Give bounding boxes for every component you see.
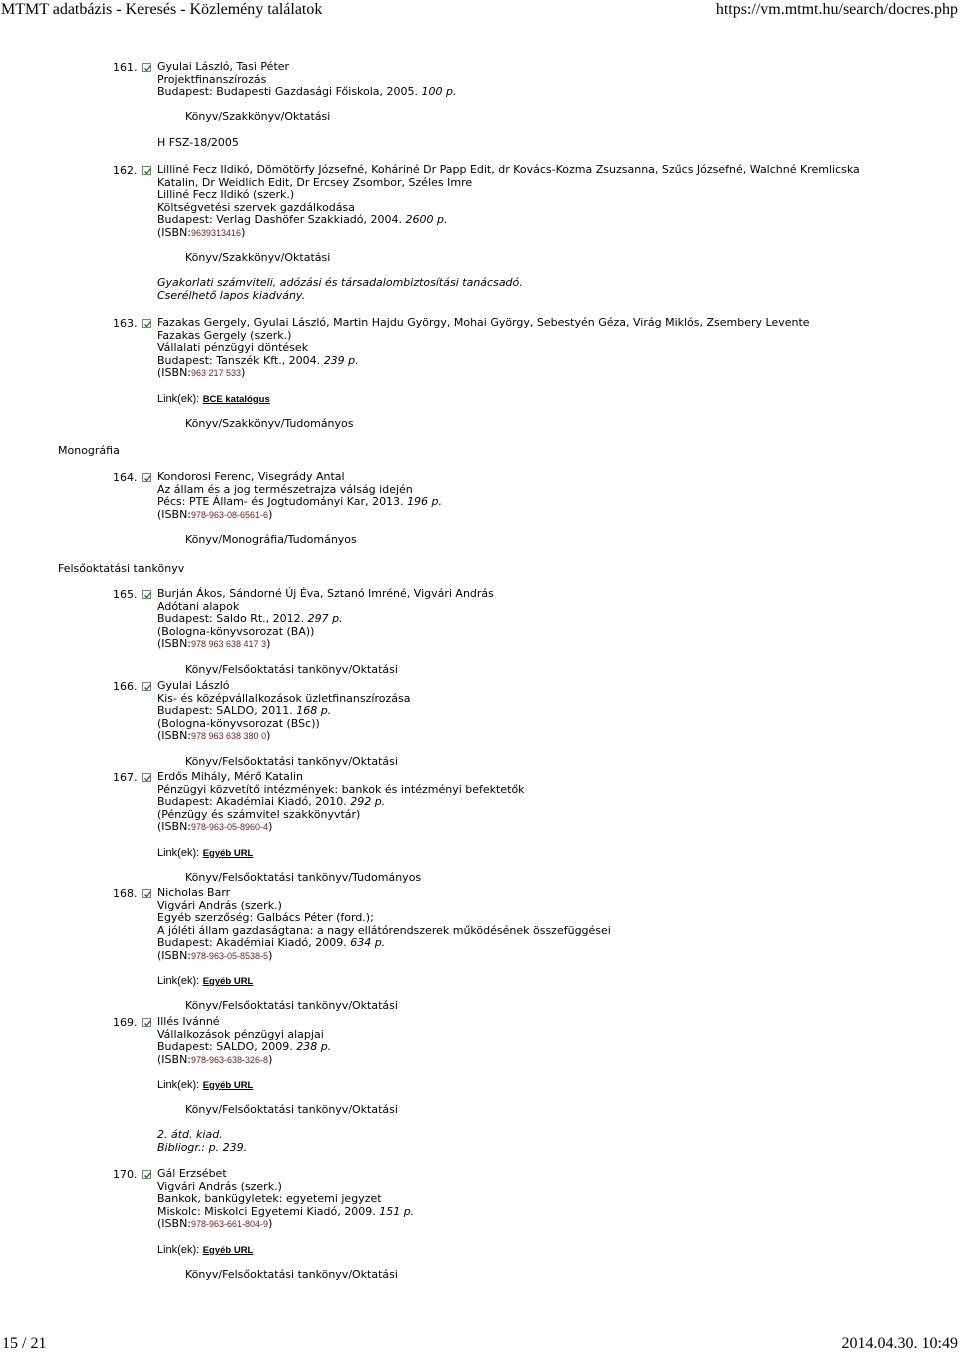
entry-series: (Pénzügy és számvitel szakkönyvtár): [157, 807, 361, 821]
select-checkbox[interactable]: [142, 319, 151, 328]
entry-title: A jóléti állam gazdaságtana: a nagy ellátórendszerek működésének összefüggései: [157, 923, 611, 937]
entry-note: 2. átd. kiad.: [157, 1128, 223, 1142]
entry-series: (Bologna-könyvsorozat (BSc)): [157, 716, 320, 730]
entry-publisher: Budapest: Budapesti Gazdasági Főiskola, 2005. 100 p.: [157, 85, 457, 99]
entry-category: Könyv/Felsőoktatási tankönyv/Oktatási: [185, 1103, 398, 1117]
entry-isbn: (ISBN:978-963-05-8960-4): [157, 820, 273, 834]
entry-number: 167.: [113, 771, 138, 784]
checkmark-icon: [143, 474, 152, 483]
entry-authors: Kondorosi Ferenc, Visegrády Antal: [157, 470, 345, 483]
section-heading-monografia: Monográfia: [58, 444, 120, 457]
entry-isbn: (ISBN:978-963-661-804-9): [157, 1217, 273, 1231]
checkmark-icon: [143, 683, 152, 692]
entry-category: Könyv/Felsőoktatási tankönyv/Oktatási: [185, 999, 398, 1013]
entry-authors: Lilliné Fecz Ildikó, Dömötörfy Józsefné, Koháriné Dr Papp Edit, dr Kovács-Kozma Zsuzsanna, Szűcs Józsefné, Walchné Kremlicska: [157, 163, 860, 176]
entry-isbn: (ISBN:978 963 638 417 3): [157, 637, 271, 651]
entry-number: 168.: [113, 887, 138, 900]
entry-category: Könyv/Szakkönyv/Oktatási: [185, 110, 331, 124]
entry-links: Link(ek): Egyéb URL: [157, 975, 254, 988]
entry-note: H FSZ-18/2005: [157, 135, 239, 149]
entry-note: Cserélhető lapos kiadvány.: [157, 288, 306, 302]
entry-title: Az állam és a jog természetrajza válság idején: [157, 482, 413, 496]
entry-authors: Gyulai László: [157, 679, 230, 692]
entry-number: 164.: [113, 471, 138, 484]
entry-authors: Illés Ivánné: [157, 1015, 220, 1028]
entry-authors: Fazakas Gergely, Gyulai László, Martin Hajdu György, Mohai György, Sebestyén Géza, Virág Miklós, Zsembery Levente: [157, 316, 810, 329]
entry-category: Könyv/Szakkönyv/Tudományos: [185, 416, 354, 430]
entry-editor: Vigvári András (szerk.): [157, 1179, 282, 1193]
other-url-link[interactable]: Egyéb URL: [202, 1244, 254, 1256]
page-counter: 15 / 21: [2, 1335, 47, 1352]
entry-isbn: (ISBN:963 217 533): [157, 366, 246, 380]
entry-category: Könyv/Szakkönyv/Oktatási: [185, 251, 331, 265]
entry-category: Könyv/Felsőoktatási tankönyv/Oktatási: [185, 1267, 398, 1281]
entry-publisher: Miskolc: Miskolci Egyetemi Kiadó, 2009. 151 p.: [157, 1204, 415, 1218]
entry-isbn: (ISBN:978-963-08-6561-6): [157, 507, 273, 521]
entry-publisher: Budapest: Verlag Dashöfer Szakkiadó, 2004. 2600 p.: [157, 213, 448, 227]
entry-publisher: Budapest: Akadémiai Kiadó, 2009. 634 p.: [157, 936, 386, 950]
checkmark-icon: [143, 591, 152, 600]
entry-note: Gyakorlati számviteli, adózási és társadalombiztosítási tanácsadó.: [157, 276, 523, 290]
select-checkbox[interactable]: [142, 1170, 151, 1179]
other-url-link[interactable]: Egyéb URL: [202, 976, 254, 988]
select-checkbox[interactable]: [142, 1018, 151, 1027]
entry-category: Könyv/Monográfia/Tudományos: [185, 532, 357, 546]
entry-links: Link(ek): Egyéb URL: [157, 846, 254, 859]
select-checkbox[interactable]: [142, 63, 151, 72]
entry-title: Bankok, bankügyletek: egyetemi jegyzet: [157, 1192, 382, 1206]
bce-catalog-link[interactable]: BCE katalógus: [202, 393, 270, 405]
entry-authors: Gál Erzsébet: [157, 1167, 227, 1180]
entry-title: Kis- és középvállalkozások üzletfinanszírozása: [157, 691, 411, 705]
entry-number: 162.: [113, 164, 138, 177]
entry-editor: Lilliné Fecz Ildikó (szerk.): [157, 188, 295, 202]
entry-series: (Bologna-könyvsorozat (BA)): [157, 624, 315, 638]
entry-publisher: Pécs: PTE Állam- és Jogtudományi Kar, 2013. 196 p.: [157, 495, 443, 509]
other-url-link[interactable]: Egyéb URL: [202, 1079, 254, 1091]
entry-authors: Nicholas Barr: [157, 886, 231, 899]
other-url-link[interactable]: Egyéb URL: [202, 847, 254, 859]
entry-number: 165.: [113, 588, 138, 601]
entry-note: Bibliogr.: p. 239.: [157, 1140, 248, 1154]
select-checkbox[interactable]: [142, 590, 151, 599]
entry-title: Projektfinanszírozás: [157, 72, 267, 86]
checkmark-icon: [143, 1171, 152, 1180]
entry-publisher: Budapest: SALDO, 2009. 238 p.: [157, 1040, 332, 1054]
entry-authors: Gyulai László, Tasi Péter: [157, 60, 290, 73]
select-checkbox[interactable]: [142, 166, 151, 175]
select-checkbox[interactable]: [142, 473, 151, 482]
entry-title: Adótani alapok: [157, 599, 240, 613]
entry-authors: Erdős Mihály, Mérő Katalin: [157, 770, 303, 783]
page-header: [0, 0, 960, 22]
checkmark-icon: [143, 320, 152, 329]
entry-other-authorship: Egyéb szerzőség: Galbács Péter (ford.);: [157, 911, 374, 925]
entry-isbn: (ISBN:9639313416): [157, 225, 246, 239]
checkmark-icon: [143, 774, 152, 783]
entry-publisher: Budapest: Tanszék Kft., 2004. 239 p.: [157, 353, 359, 367]
entry-number: 170.: [113, 1168, 138, 1181]
entry-links: Link(ek): Egyéb URL: [157, 1243, 254, 1256]
entry-isbn: (ISBN:978 963 638 380 0): [157, 729, 271, 743]
entry-publisher: Budapest: Saldo Rt., 2012. 297 p.: [157, 612, 343, 626]
entry-number: 166.: [113, 680, 138, 693]
entry-number: 169.: [113, 1016, 138, 1029]
entry-editor: Vigvári András (szerk.): [157, 898, 282, 912]
entry-authors-cont: Katalin, Dr Weidlich Edit, Dr Ercsey Zsombor, Széles Imre: [157, 175, 473, 189]
select-checkbox[interactable]: [142, 682, 151, 691]
entry-publisher: Budapest: Akadémiai Kiadó, 2010. 292 p.: [157, 795, 386, 809]
entry-title: Pénzügyi közvetítő intézmények: bankok és intézményi befektetők: [157, 782, 525, 796]
entry-isbn: (ISBN:978-963-05-8538-5): [157, 948, 273, 962]
checkmark-icon: [143, 890, 152, 899]
entry-title: Vállalati pénzügyi döntések: [157, 341, 309, 355]
entry-number: 161.: [113, 61, 138, 74]
entry-title: Költségvetési szervek gazdálkodása: [157, 200, 356, 214]
page-footer: [0, 1335, 960, 1357]
select-checkbox[interactable]: [142, 773, 151, 782]
entry-category: Könyv/Felsőoktatási tankönyv/Tudományos: [185, 870, 422, 884]
entry-category: Könyv/Felsőoktatási tankönyv/Oktatási: [185, 754, 398, 768]
entry-links: Link(ek): Egyéb URL: [157, 1078, 254, 1091]
entry-links: Link(ek): BCE katalógus: [157, 392, 270, 405]
entry-number: 163.: [113, 317, 138, 330]
entry-authors: Burján Ákos, Sándorné Új Éva, Sztanó Imréné, Vigvári András: [157, 587, 494, 600]
section-heading-felsooktatasi: Felsőoktatási tankönyv: [58, 562, 185, 575]
page-url: https://vm.mtmt.hu/search/docres.php: [715, 1, 958, 18]
entry-editor: Fazakas Gergely (szerk.): [157, 328, 292, 342]
entry-category: Könyv/Felsőoktatási tankönyv/Oktatási: [185, 662, 398, 676]
checkmark-icon: [143, 167, 152, 176]
entry-isbn: (ISBN:978-963-638-326-8): [157, 1052, 273, 1066]
print-datetime: 2014.04.30. 10:49: [841, 1335, 958, 1352]
page-title: MTMT adatbázis - Keresés - Közlemény találatok: [1, 1, 323, 18]
checkmark-icon: [143, 1019, 152, 1028]
entry-publisher: Budapest: SALDO, 2011. 168 p.: [157, 704, 332, 718]
entry-title: Vállalkozások pénzügyi alapjai: [157, 1027, 324, 1041]
checkmark-icon: [143, 64, 152, 73]
select-checkbox[interactable]: [142, 889, 151, 898]
